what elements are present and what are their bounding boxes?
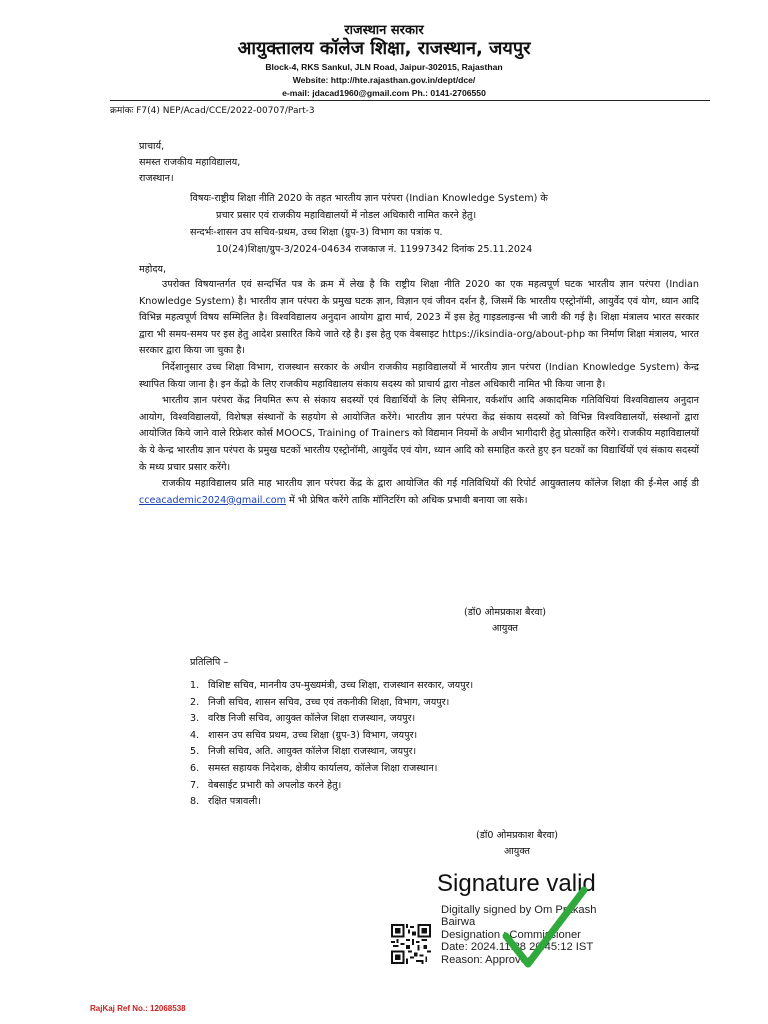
subject-line-1: विषयः-राष्ट्रीय शिक्षा नीति 2020 के तहत भारतीय ज्ञान परंपरा (Indian Knowledge System) के [190,193,548,204]
copy-to-title: प्रतिलिपि – [190,657,229,668]
signatory-name: (डॉ0 ओमप्रकाश बैरवा) [476,830,558,841]
reference [190,225,700,258]
list-item: 5. निजी सचिव, अति. आयुक्त कॉलेज शिक्षा राजस्थान, जयपुर। [190,746,417,758]
checkmark-icon [500,884,590,974]
reference-line-2: 10(24)शिक्षा/ग्रुप-3/2024-04634 राजकाज नं. 11997342 दिनांक 25.11.2024 [216,243,533,255]
signature-detail-line: Reason: Approved [441,953,534,966]
addressee-line: प्राचार्य, [139,141,165,152]
list-item: 3. वरिष्ठ निजी सचिव, आयुक्त कॉलेज शिक्षा राजस्थान, जयपुर। [190,713,416,725]
list-item: 6. समस्त सहायक निदेशक, क्षेत्रीय कार्यालय, कॉलेज शिक्षा राजस्थान। [190,762,438,774]
signatory-name: (डॉ0 ओमप्रकाश बैरवा) [464,607,546,618]
reference-number: क्रमांकः F7(4) NEP/Acad/CCE/2022-00707/Part-3 [110,106,315,116]
letter-body [139,277,699,509]
signatory-designation: आयुक्त [504,846,530,857]
signature-detail-line: Designation : Commissioner [441,928,581,941]
signature-detail-line: Date: 2024.11.28 20:45:12 IST [441,941,594,954]
signature-valid-label: Signature valid [437,870,596,897]
govt-name: राजस्थान सरकार [344,23,424,38]
body-paragraph-4-end: में भी प्रेषित करेंगे ताकि मॉनिटरिंग को अधिक प्रभावी बनाया जा सके। [289,494,528,506]
reference-line-1: सन्दर्भः-शासन उप सचिव-प्रथम, उच्च शिक्षा (ग्रुप-3) विभाग का पत्रांक प. [190,227,443,238]
list-item: 1. विशिष्ट सचिव, माननीय उप-मुख्यमंत्री, उच्च शिक्षा, राजस्थान सरकार, जयपुर। [190,680,474,691]
signature-block [440,605,570,637]
subject-line-2: प्रचार प्रसार एवं राजकीय महाविद्यालयों में नोडल अधिकारी नामित करने हेतु। [216,209,477,221]
office-contact: e-mail: jdacad1960@gmail.com Ph.: 0141-2706550 [282,88,486,98]
body-paragraph-4 [139,476,699,509]
body-paragraph-4-start: राजकीय महाविद्यालय प्रति माह भारतीय ज्ञान परंपरा केंद्र के द्वारा आयोजित की गई गतिविधियों की रिपोर्ट आयुक्तालय कॉलेज शिक्षा की ई-मेल आई डी [162,478,699,490]
addressee-line: राजस्थान। [139,173,174,184]
list-item: 8. रक्षित पत्रावली। [190,796,261,808]
addressee-line: समस्त राजकीय महाविद्यालय, [139,157,241,168]
header-rule [110,100,710,101]
signature-block-2 [452,828,582,860]
subject [190,191,700,224]
salutation: महोदय, [139,264,167,275]
rajkaj-ref-number: RajKaj Ref No.: 12068538 [90,1004,186,1013]
qr-code-icon [391,924,431,964]
list-item: 4. शासन उप सचिव प्रथम, उच्च शिक्षा (ग्रुप-3) विभाग, जयपुर। [190,729,418,741]
office-name: आयुक्तालय कॉलेज शिक्षा, राजस्थान, जयपुर [237,38,531,59]
signature-detail-line: Bairwa [441,916,476,929]
signature-detail-line: Digitally signed by Om Prakash [441,904,597,916]
report-email-link[interactable]: cceacademic2024@gmail.com [139,494,286,506]
list-item: 2. निजी सचिव, शासन सचिव, उच्च एवं तकनीकी शिक्षा, विभाग, जयपुर। [190,696,450,708]
office-address: Block-4, RKS Sankul, JLN Road, Jaipur-302015, Rajasthan [265,62,503,72]
body-paragraph-1: उपरोक्त विषयान्तर्गत एवं सन्दर्भित पत्र के क्रम में लेख है कि राष्ट्रीय शिक्षा नीति 2020 का एक महत्वपूर्ण घटक भारतीय ज्ञान परंपरा (Indian Knowledge System) है। भारतीय ज्ञान परंपरा के प्रमुख घटक ज्ञान, विज्ञान एवं जीवन दर्शन है, जिसमें कि भारतीय एस्ट्रोनॉमी, आयुर्वेद एवं योग, ध्यान आदि विभिन्न महत्वपूर्ण विषय सम्मिलित है। विश्वविद्यालय अनुदान आयोग द्वारा मार्च, 2023 में इस हेतु गाइडलाइन्स भी जारी की गई है। शिक्षा मंत्रालय भारत सरकार द्वारा भी समय-समय पर इस हेतु आदेश प्रसारित किये जाते रहे है। इस हेतु एक वेबसाइट https://iksindia-org/about-php का निर्माण शिक्षा मंत्रालय, भारत सरकार द्वारा किया जा चुका है। [139,279,699,357]
body-paragraph-2: निर्देशानुसार उच्च शिक्षा विभाग, राजस्थान सरकार के अधीन राजकीय महाविद्यालयों में भारतीय ज्ञान परंपरा (Indian Knowledge System) केन्द्र स्थापित किया जाना है। इन केंद्रो के लिए राजकीय महाविद्यालय संकाय सदस्य को प्राचार्य द्वारा नोडल अधिकारी नामित भी किया जाना है। [139,361,699,390]
signatory-designation: आयुक्त [492,623,518,634]
office-website: Website: http://hte.rajasthan.gov.in/dept/dce/ [292,75,476,85]
body-paragraph-3: भारतीय ज्ञान परंपरा केंद्र नियमित रूप से संकाय सदस्यों एवं विद्यार्थियों के लिए सेमिनार, वर्कशॉप आदि अकादमिक गतिविधियां विश्वविद्यालय अनुदान आयोग, विश्वविद्यालयों, विशेषज्ञ संस्थानों के सहयोग से आयोजित करेंगे। भारतीय ज्ञान परंपरा केंद्र संकाय सदस्यों को विभिन्न विश्वविद्यालयों, संस्थानों द्वारा आयोजित किये जाने वाले रिफ्रेशर कोर्स MOOCS, Training of Trainers को विद्यमान नियमों के अधीन भागीदारी हेतु प्रोत्साहित करेंगे। राजकीय महाविद्यालयों के ये केन्द्र भारतीय ज्ञान परंपरा के प्रमुख घटकों भारतीय एस्ट्रोनॉमी, आयुर्वेद एवं योग, ध्यान आदि को समाहित करते हुए इन घटकों का विद्यार्थियों एवं संकाय सदस्यों के मध्य प्रचार प्रसार करेंगे। [139,395,699,473]
copy-to-list [190,678,473,811]
list-item: 7. वेबसाईट प्रभारी को अपलोड करने हेतु। [190,779,342,791]
